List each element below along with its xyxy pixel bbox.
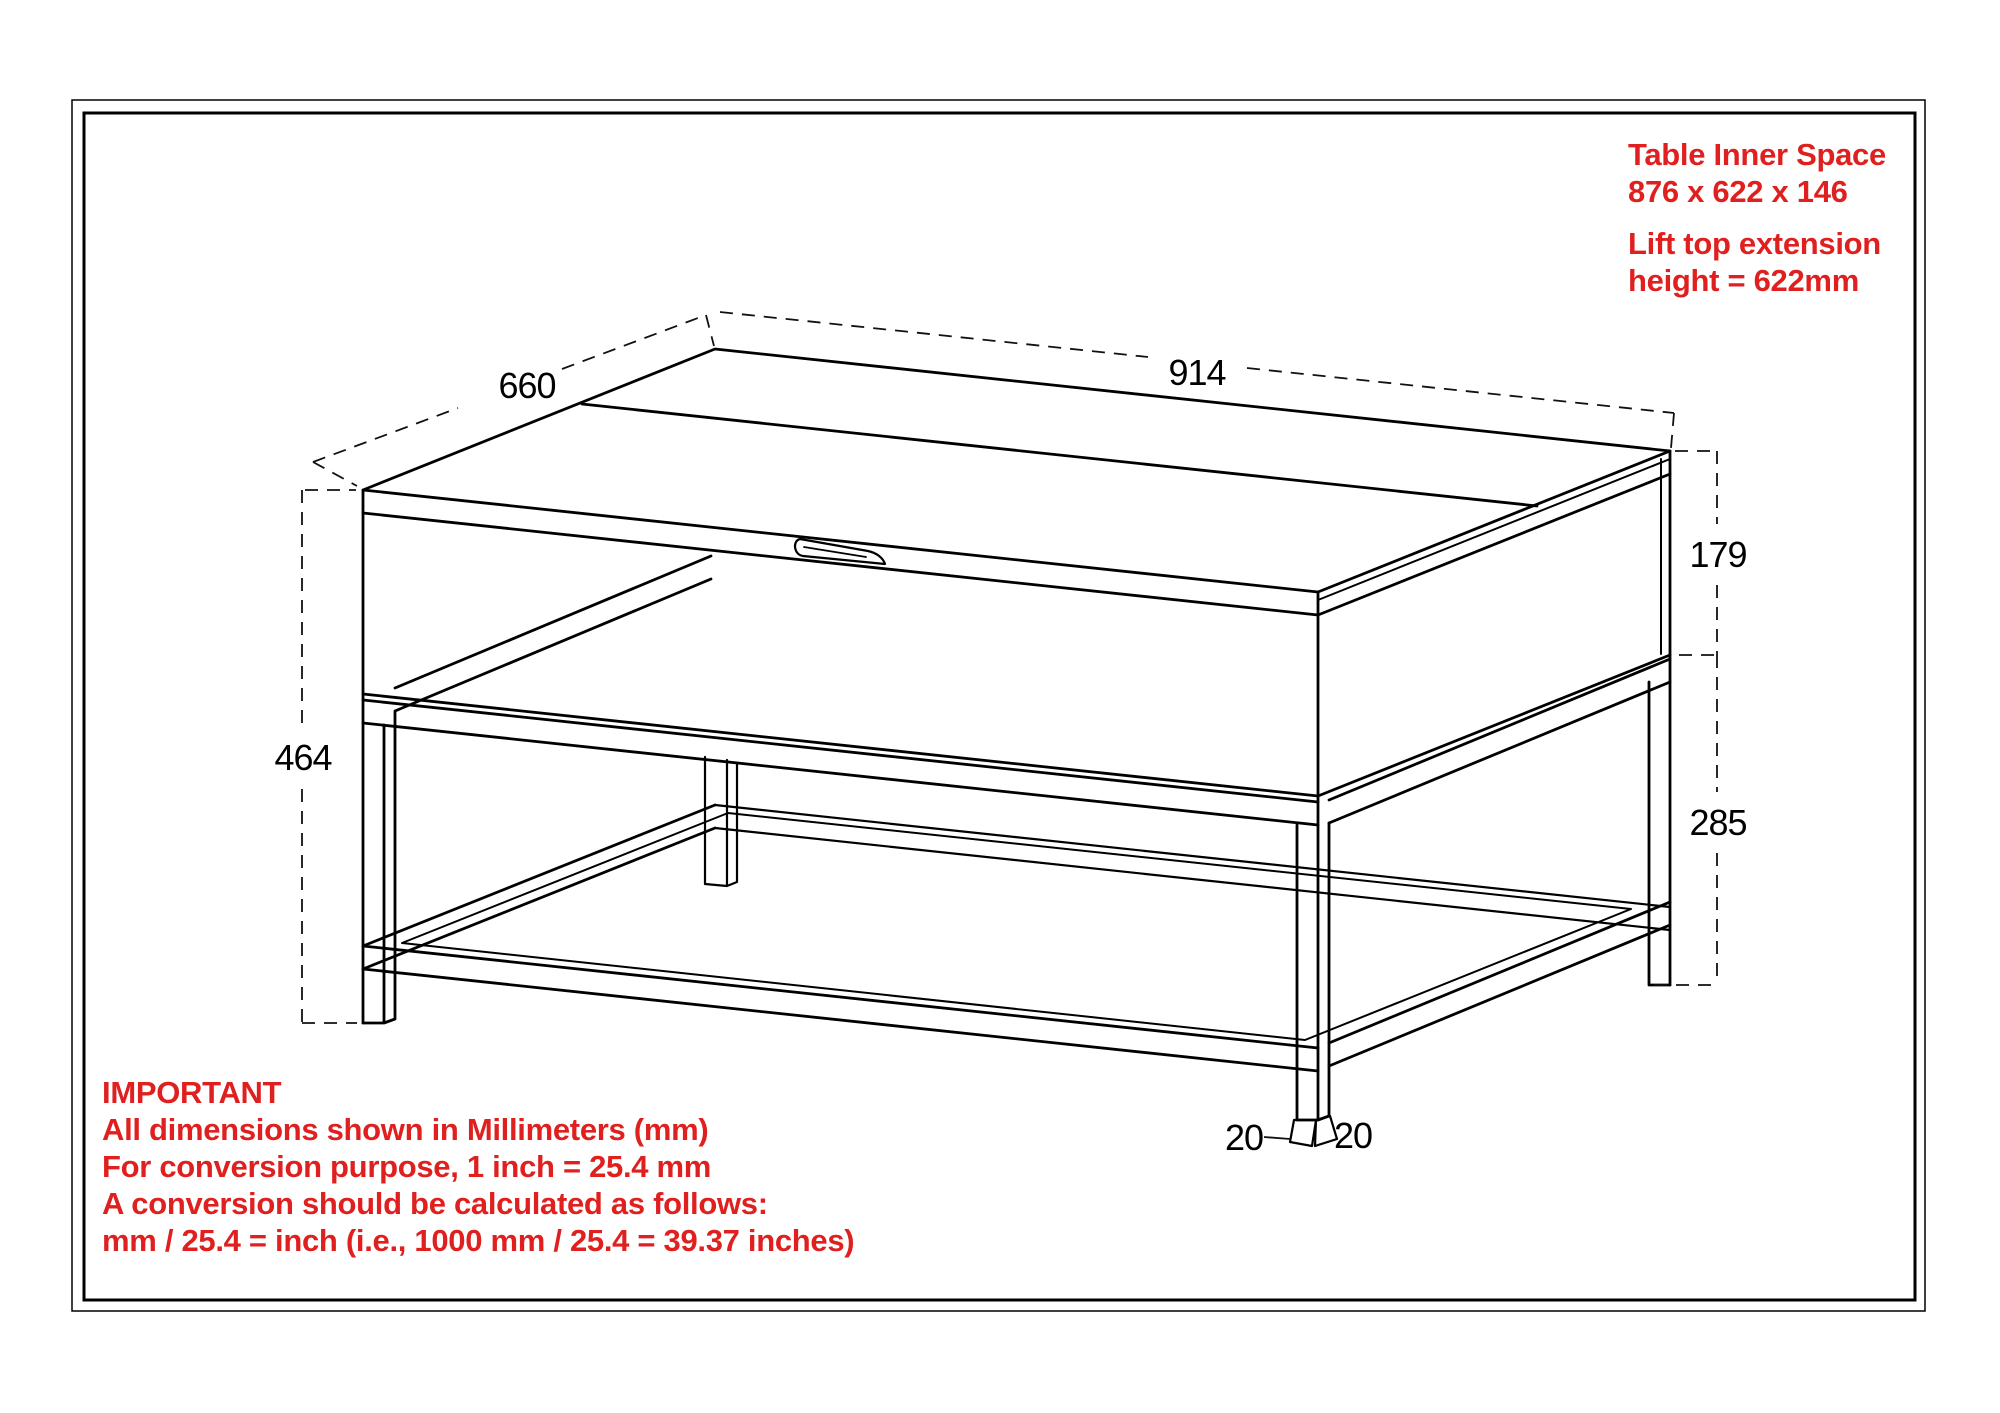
dim-label-overall-height: 464 bbox=[271, 740, 334, 776]
shelf-rail-rear bbox=[715, 805, 1670, 930]
dim-connector-leg bbox=[1264, 1137, 1290, 1139]
inner-space-value: 876 x 622 x 146 bbox=[1628, 174, 1848, 209]
leg-front-left bbox=[363, 712, 395, 1023]
tabletop-slab-bottom bbox=[363, 474, 1670, 615]
tabletop-face bbox=[363, 349, 1670, 592]
lift-top-note-line1: Lift top extension bbox=[1628, 226, 1881, 261]
dimension-lines bbox=[302, 312, 1717, 1023]
inner-space-title: Table Inner Space bbox=[1628, 137, 1886, 172]
lift-top-split-line bbox=[582, 404, 1537, 506]
dim-label-leg-front: 20 bbox=[1224, 1117, 1264, 1158]
leg-foot-front bbox=[1290, 1116, 1337, 1146]
tabletop-right-edge-detail bbox=[1318, 459, 1670, 600]
important-line-1: All dimensions shown in Millimeters (mm) bbox=[102, 1112, 709, 1147]
dim-label-top-section: 179 bbox=[1686, 537, 1749, 573]
upper-rail-left bbox=[395, 556, 711, 711]
dim-label-leg-side: 20 bbox=[1333, 1115, 1373, 1156]
dim-label-depth: 660 bbox=[495, 368, 558, 404]
lift-top-note-line2: height = 622mm bbox=[1628, 263, 1859, 298]
table-outline bbox=[363, 349, 1670, 1146]
note-table-inner-space bbox=[1628, 136, 1886, 299]
box-bottom-edges bbox=[363, 655, 1670, 796]
dim-label-width: 914 bbox=[1165, 355, 1228, 391]
shelf-rail-front bbox=[363, 946, 1318, 1071]
important-title: IMPORTANT bbox=[102, 1075, 282, 1110]
dim-label-base-section: 285 bbox=[1686, 805, 1749, 841]
leg-rear-right bbox=[1649, 682, 1670, 985]
shelf-panel bbox=[402, 813, 1631, 1040]
shelf-rail-right bbox=[1329, 902, 1670, 1066]
leg-rear-left bbox=[705, 757, 737, 886]
note-important bbox=[102, 1074, 854, 1259]
important-line-4: mm / 25.4 = inch (i.e., 1000 mm / 25.4 = 39.37 inches) bbox=[102, 1223, 855, 1258]
important-line-3: A conversion should be calculated as follows: bbox=[102, 1186, 768, 1221]
upper-rail-front bbox=[363, 700, 1318, 825]
important-line-2: For conversion purpose, 1 inch = 25.4 mm bbox=[102, 1149, 712, 1184]
note-spacer bbox=[1628, 210, 1886, 225]
upper-rail-right bbox=[1329, 659, 1670, 823]
